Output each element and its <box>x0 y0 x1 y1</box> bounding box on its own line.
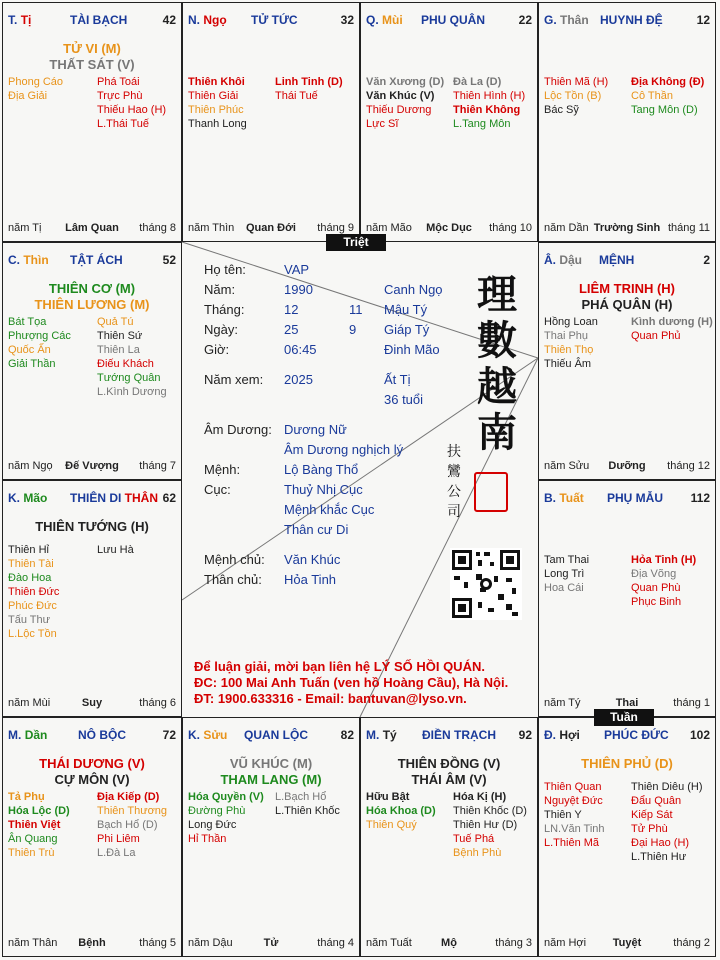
minor-star: Tam Thai <box>544 554 590 566</box>
palace-year: năm Dậu <box>188 937 233 949</box>
minor-star: Thiên Khôi <box>188 76 245 88</box>
minor-star: Thiên Hư (D) <box>453 819 518 831</box>
nam-value: 1990 <box>284 282 313 297</box>
minor-star: Đẩu Quân <box>631 795 682 807</box>
palace-cell[interactable] <box>2 242 182 480</box>
minor-star: Tử Phù <box>631 823 668 835</box>
minor-star: L.Thiên Mã <box>544 837 600 849</box>
ho-ten-value: VAP <box>284 262 310 277</box>
left-star-list <box>188 75 247 131</box>
minor-star: Đại Hao (H) <box>631 837 690 849</box>
minor-star: L.Tang Môn <box>453 118 511 130</box>
palace-year: năm Mùi <box>8 697 51 709</box>
palace-footer <box>8 460 176 473</box>
right-star-list <box>631 553 696 609</box>
palace-footer <box>8 222 176 235</box>
minor-star: Thiên La <box>97 344 140 356</box>
palace-age: 112 <box>690 491 710 505</box>
minor-star: Đường Phù <box>188 805 246 817</box>
palace-age: 52 <box>162 253 176 267</box>
contact-line-1: Để luận giải, mời bạn liên hệ LÝ SỐ HỒI QUÁN. <box>194 659 485 674</box>
left-star-list <box>8 315 71 371</box>
minor-star: L.Bạch Hổ <box>275 791 327 803</box>
minor-star: Thiên Tài <box>8 558 54 570</box>
palace-branch: K. Sửu <box>188 728 228 742</box>
ngay-label: Ngày: <box>204 322 238 337</box>
minor-star: Ân Quang <box>8 833 58 845</box>
ngay-am-value: Giáp Tý <box>384 322 430 337</box>
truong-sinh-stage: Suy <box>81 697 103 709</box>
minor-star: Tướng Quân <box>97 372 161 384</box>
palace-branch: T. Tị <box>8 13 32 27</box>
minor-star: Điếu Khách <box>97 358 154 370</box>
palace-month: tháng 10 <box>489 222 532 234</box>
left-star-list <box>544 75 608 117</box>
minor-star: Thiên Không <box>453 104 521 116</box>
nam-am-value: Canh Ngọ <box>384 282 443 297</box>
minor-star: Lực Sĩ <box>366 118 399 130</box>
right-star-list <box>453 790 527 860</box>
palace-cell[interactable] <box>538 2 716 242</box>
palace-footer <box>544 222 710 235</box>
minor-star: Thiên Mã (H) <box>544 76 609 88</box>
thang-am-num: 11 <box>349 302 363 317</box>
truong-sinh-stage: Bệnh <box>78 937 106 949</box>
minor-star: L.Lộc Tồn <box>8 628 57 640</box>
minor-star: Quốc Ấn <box>8 344 51 356</box>
palace-branch: K. Mão <box>8 491 48 505</box>
minor-star: Tang Môn (D) <box>631 104 698 116</box>
minor-star: Văn Khúc (V) <box>366 90 435 102</box>
truong-sinh-stage: Đế Vượng <box>65 460 119 472</box>
main-star: THÁI ÂM (V) <box>411 772 487 787</box>
minor-star: Hóa Kị (H) <box>453 791 507 803</box>
left-star-list <box>8 790 70 860</box>
minor-star: Thiếu Âm <box>544 358 592 370</box>
minor-star: L.Thiên Hư <box>631 851 687 863</box>
palace-branch: Đ. Hợi <box>544 728 580 742</box>
minor-star: Bác Sỹ <box>544 104 579 116</box>
palace-header <box>8 491 176 505</box>
minor-star: Kình dương (H) <box>631 316 713 328</box>
main-star: TỬ VI (M) <box>63 41 121 56</box>
palace-branch: N. Ngọ <box>188 13 227 27</box>
main-star: CỰ MÔN (V) <box>54 772 130 787</box>
left-star-list <box>544 553 589 595</box>
right-star-list <box>97 790 167 860</box>
minor-star: Tấu Thư <box>8 614 51 626</box>
palace-cell[interactable] <box>182 717 360 957</box>
minor-star: Thanh Long <box>188 118 247 130</box>
palace-branch: B. Tuất <box>544 491 584 505</box>
right-star-list <box>631 780 703 864</box>
right-star-list <box>97 543 134 557</box>
palace-cell[interactable] <box>360 717 538 957</box>
minor-star: Hữu Bật <box>366 791 410 803</box>
am-duong-note: Âm Dương nghịch lý <box>284 442 404 457</box>
palace-header <box>188 728 354 742</box>
right-star-list <box>631 75 704 117</box>
minor-star: Tuế Phá <box>453 833 495 845</box>
main-star: LIÊM TRINH (H) <box>578 281 676 296</box>
minor-star: Địa Giải <box>8 90 48 102</box>
palace-age: 2 <box>703 253 710 267</box>
truong-sinh-stage: Quan Đới <box>246 222 296 234</box>
tuan-tag: Tuần <box>594 709 654 726</box>
minor-star: Giải Thần <box>8 358 56 370</box>
palace-name: PHÚC ĐỨC <box>604 728 669 742</box>
truong-sinh-stage: Mộ <box>441 937 457 949</box>
menh-chu-label: Mệnh chủ: <box>204 552 265 567</box>
palace-name: PHỤ MẪU <box>607 491 663 505</box>
palace-header <box>544 253 710 267</box>
cuc-note-1: Mệnh khắc Cục <box>284 502 375 517</box>
am-duong-value: Dương Nữ <box>284 422 347 437</box>
palace-year: năm Sửu <box>544 460 590 472</box>
palace-year: năm Ngọ <box>8 460 53 472</box>
palace-month: tháng 2 <box>673 937 710 949</box>
palace-name: TỬ TỨC <box>251 13 298 27</box>
minor-star: Thiếu Dương <box>366 104 432 116</box>
palace-year: năm Mão <box>366 222 412 234</box>
palace-month: tháng 4 <box>317 937 354 949</box>
palace-branch: G. Thân <box>544 13 589 27</box>
palace-branch: M. Tý <box>366 728 397 742</box>
truong-sinh-stage: Dưỡng <box>608 460 646 472</box>
main-star: PHÁ QUÂN (H) <box>581 297 673 312</box>
am-duong-label: Âm Dương: <box>204 422 272 437</box>
palace-age: 72 <box>162 728 176 742</box>
contact-line-3: ĐT: 1900.633316 - Email: bantuvan@lyso.vn. <box>194 691 467 706</box>
palace-age: 22 <box>518 13 532 27</box>
minor-star: Tả Phụ <box>8 791 45 803</box>
minor-star: Bạch Hổ (D) <box>97 819 158 831</box>
truong-sinh-stage: Tuyệt <box>612 937 642 949</box>
right-star-list <box>631 315 713 343</box>
minor-star: Phượng Các <box>8 330 71 342</box>
minor-star: L.Kình Dương <box>97 386 167 398</box>
minor-star: Thiên Đức <box>8 586 60 598</box>
palace-name: TÀI BẠCH <box>70 13 128 27</box>
palace-age: 62 <box>162 491 176 505</box>
nam-xem-am-value: Ất Tị <box>384 372 411 387</box>
minor-star: Thiên Thương <box>97 805 168 817</box>
minor-star: Hoa Cái <box>544 582 584 594</box>
palace-month: tháng 11 <box>667 222 710 234</box>
minor-star: Hóa Khoa (D) <box>366 805 436 817</box>
ho-ten-label: Họ tên: <box>204 262 246 277</box>
truong-sinh-stage: Trường Sinh <box>593 222 661 234</box>
palace-cell[interactable] <box>538 480 716 717</box>
left-star-list <box>544 315 598 371</box>
palace-age: 82 <box>340 728 354 742</box>
left-star-list <box>544 780 605 850</box>
minor-star: Thiên Sứ <box>97 330 143 342</box>
minor-star: Hỉ Thần <box>188 833 227 845</box>
truong-sinh-stage: Mộc Dục <box>426 222 472 234</box>
main-star: THIÊN TƯỚNG (H) <box>35 519 149 534</box>
palace-cell[interactable] <box>538 717 716 957</box>
palace-footer <box>188 937 354 950</box>
palace-header <box>544 13 710 27</box>
palace-cell[interactable] <box>538 242 716 480</box>
palace-header <box>8 13 176 27</box>
minor-star: Thiên Diêu (H) <box>631 781 703 793</box>
minor-star: Bát Tọa <box>8 316 47 328</box>
truong-sinh-stage: Lâm Quan <box>65 222 119 234</box>
minor-star: Địa Võng <box>631 568 677 580</box>
minor-star: Thiên Hỉ <box>8 544 49 556</box>
main-star: THAM LANG (M) <box>220 772 322 787</box>
contact-line-2: ĐC: 100 Mai Anh Tuấn (ven hồ Hoàng Cầu), Hà Nội. <box>194 675 509 690</box>
main-star: THIÊN ĐỒNG (V) <box>397 756 501 771</box>
palace-month: tháng 12 <box>667 460 710 472</box>
minor-star: L.Thái Tuế <box>97 118 149 130</box>
right-star-list <box>97 315 167 399</box>
minor-star: Hóa Quyền (V) <box>188 791 264 803</box>
red-seal-icon <box>474 472 508 512</box>
minor-star: Thiên Giải <box>188 90 239 102</box>
minor-star: Thiên Khốc (D) <box>453 805 527 817</box>
minor-star: Trực Phù <box>97 90 143 102</box>
palace-branch: Q. Mùi <box>366 13 403 27</box>
palace-branch: C. Thìn <box>8 253 49 267</box>
minor-star: Thiên Trù <box>8 847 55 859</box>
palace-name: MỆNH <box>599 253 635 267</box>
minor-star: Thiên Phúc <box>188 104 244 116</box>
palace-year: năm Thân <box>8 937 58 949</box>
minor-star: Lộc Tồn (B) <box>544 90 602 102</box>
than-marker: THÂN <box>124 491 158 505</box>
left-star-list <box>366 790 436 832</box>
palace-month: tháng 8 <box>139 222 176 234</box>
palace-name: PHU QUÂN <box>421 13 486 27</box>
minor-star: Hồng Loan <box>544 316 598 328</box>
qr-code-icon[interactable] <box>450 548 522 620</box>
minor-star: Kiếp Sát <box>631 809 673 821</box>
gio-label: Giờ: <box>204 342 230 357</box>
minor-star: Linh Tinh (D) <box>275 76 343 88</box>
thang-am-value: Mậu Tý <box>384 302 428 317</box>
minor-star: Thiên Hình (H) <box>453 90 526 102</box>
palace-footer <box>366 222 532 235</box>
palace-name: HUYNH ĐỆ <box>600 13 663 27</box>
cuc-label: Cục: <box>204 482 231 497</box>
right-star-list <box>275 75 343 103</box>
than-chu-label: Thân chủ: <box>204 572 262 587</box>
palace-cell[interactable] <box>2 717 182 957</box>
palace-header <box>544 491 710 505</box>
palace-age: 102 <box>689 728 710 742</box>
minor-star: Phi Liêm <box>97 833 140 845</box>
minor-star: Quan Phù <box>631 582 681 594</box>
minor-star: L.Thiên Khốc <box>275 805 340 817</box>
truong-sinh-stage: Tử <box>263 937 279 949</box>
main-star: THIÊN PHỦ (D) <box>581 756 673 771</box>
minor-star: Thiên Y <box>544 809 582 821</box>
left-star-list <box>8 75 63 103</box>
minor-star: Thiên Thọ <box>544 344 594 356</box>
minor-star: Địa Kiếp (D) <box>97 791 160 803</box>
minor-star: Quả Tú <box>97 316 134 328</box>
minor-star: Quan Phủ <box>631 330 681 342</box>
palace-header <box>544 728 710 742</box>
palace-year: năm Hợi <box>544 937 587 949</box>
calligraphy-logo: 理數越南 <box>477 271 517 456</box>
left-star-list <box>366 75 444 131</box>
palace-cell[interactable] <box>360 2 538 242</box>
main-star: THIÊN LƯƠNG (M) <box>34 297 150 312</box>
nam-label: Năm: <box>204 282 236 297</box>
palace-name: TẬT ÁCH <box>70 253 123 267</box>
palace-name: NÔ BỘC <box>78 728 126 742</box>
palace-header <box>188 13 354 27</box>
palace-footer <box>544 460 710 473</box>
minor-star: Phục Binh <box>631 596 682 608</box>
menh-label: Mệnh: <box>204 462 241 477</box>
minor-star: Thiên Việt <box>8 819 61 831</box>
palace-age: 42 <box>162 13 176 27</box>
minor-star: Đà La (D) <box>453 76 502 88</box>
palace-month: tháng 5 <box>139 937 176 949</box>
palace-age: 12 <box>696 13 710 27</box>
palace-footer <box>544 937 710 950</box>
minor-star: Bệnh Phù <box>453 847 502 859</box>
minor-star: Thiên Quý <box>366 819 417 831</box>
nam-xem-value: 2025 <box>284 372 313 387</box>
cuc-note-2: Thân cư Di <box>284 522 349 537</box>
center-info-panel <box>182 242 538 717</box>
palace-footer <box>8 697 176 710</box>
palace-branch: M. Dần <box>8 728 48 742</box>
ngay-value: 25 <box>284 322 299 337</box>
palace-age: 92 <box>518 728 532 742</box>
cuc-value: Thuỷ Nhị Cục <box>284 482 363 497</box>
right-star-list <box>453 75 525 131</box>
thang-value: 12 <box>284 302 299 317</box>
palace-name: ĐIỀN TRẠCH <box>422 728 496 742</box>
palace-age: 32 <box>340 13 354 27</box>
minor-star: Thiên Quan <box>544 781 602 793</box>
minor-star: Cô Thần <box>631 90 673 102</box>
minor-star: Thiếu Hao (H) <box>97 104 167 116</box>
palace-cell[interactable] <box>2 2 182 242</box>
minor-star: Hóa Lộc (D) <box>8 805 70 817</box>
palace-month: tháng 1 <box>673 697 710 709</box>
palace-name: THIÊN DI <box>70 491 122 505</box>
than-chu-value: Hỏa Tinh <box>284 572 337 587</box>
main-star: THIÊN CƠ (M) <box>48 281 136 296</box>
palace-month: tháng 3 <box>495 937 532 949</box>
minor-star: Phá Toái <box>97 76 140 88</box>
triet-tag: Triệt <box>326 234 386 251</box>
palace-cell[interactable] <box>2 480 182 717</box>
minor-star: Thai Phụ <box>544 330 589 342</box>
seal-characters: 扶鸞公司 <box>447 444 461 520</box>
palace-year: năm Tị <box>8 222 42 234</box>
minor-star: Long Đức <box>188 819 237 831</box>
palace-cell[interactable] <box>182 2 360 242</box>
menh-chu-value: Văn Khúc <box>284 552 341 567</box>
palace-name: QUAN LỘC <box>244 728 308 742</box>
minor-star: Phong Cáo <box>8 76 64 88</box>
main-star: THÁI DƯƠNG (V) <box>39 756 145 771</box>
nam-xem-label: Năm xem: <box>204 372 264 387</box>
minor-star: L.Đà La <box>97 847 136 859</box>
minor-star: Phúc Đức <box>8 600 57 612</box>
minor-star: Văn Xương (D) <box>366 76 445 88</box>
truong-sinh-stage: Thai <box>615 697 639 709</box>
main-star: VŨ KHÚC (M) <box>229 756 313 771</box>
minor-star: Đào Hoa <box>8 572 52 584</box>
gio-am-value: Đinh Mão <box>384 342 440 357</box>
right-star-list <box>275 790 340 818</box>
palace-year: năm Tuất <box>366 937 412 949</box>
minor-star: Hỏa Tinh (H) <box>631 554 697 566</box>
palace-header <box>8 728 176 742</box>
palace-year: năm Dần <box>544 222 589 234</box>
minor-star: Thái Tuế <box>275 90 318 102</box>
palace-header <box>8 253 176 267</box>
minor-star: Địa Không (Đ) <box>631 76 705 88</box>
gio-value: 06:45 <box>284 342 317 357</box>
thang-label: Tháng: <box>204 302 245 317</box>
palace-month: tháng 6 <box>139 697 176 709</box>
minor-star: LN.Văn Tinh <box>544 823 605 835</box>
menh-value: Lộ Bàng Thổ <box>284 462 359 477</box>
palace-year: năm Thìn <box>188 222 235 234</box>
palace-year: năm Tý <box>544 697 581 709</box>
palace-header <box>366 13 532 27</box>
palace-branch: Â. Dậu <box>544 253 583 267</box>
minor-star: Long Trì <box>544 568 585 580</box>
main-star: THẤT SÁT (V) <box>49 57 135 72</box>
right-star-list <box>97 75 166 131</box>
palace-footer <box>8 937 176 950</box>
minor-star: Nguyệt Đức <box>544 795 603 807</box>
minor-star: Lưu Hà <box>97 544 134 556</box>
palace-header <box>366 728 532 742</box>
palace-footer <box>366 937 532 950</box>
left-star-list <box>8 543 59 641</box>
palace-month: tháng 7 <box>139 460 176 472</box>
ngay-am-num: 9 <box>349 322 357 337</box>
palace-month: tháng 9 <box>317 222 354 234</box>
left-star-list <box>188 790 264 846</box>
tuoi-value: 36 tuổi <box>384 392 424 407</box>
